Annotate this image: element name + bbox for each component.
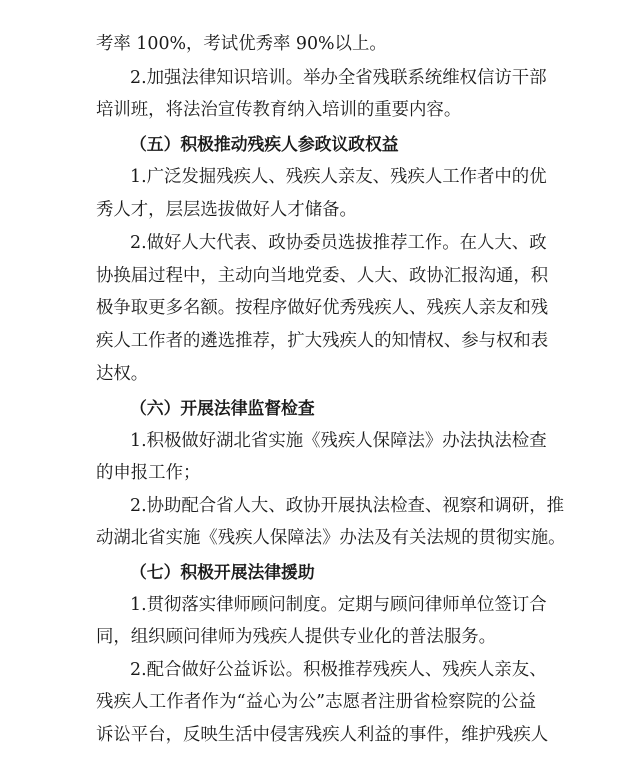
paragraph-line: 动湖北省实施《残疾人保障法》办法及有关法规的贯彻实施。 xyxy=(96,528,566,548)
paragraph-line: 1.贯彻落实律师顾问制度。定期与顾问律师单位签订合 xyxy=(130,595,547,615)
paragraph-line: 协换届过程中，主动向当地党委、人大、政协汇报沟通，积 xyxy=(96,266,549,286)
paragraph-line: 残疾人工作者作为“益心为公”志愿者注册省检察院的公益 xyxy=(96,692,536,712)
section-heading: （五）积极推动残疾人参政议政权益 xyxy=(130,134,399,154)
paragraph-line: 的申报工作； xyxy=(96,463,201,483)
section-heading: （七）积极开展法律援助 xyxy=(130,562,315,582)
paragraph-line: 1.广泛发掘残疾人、残疾人亲友、残疾人工作者中的优 xyxy=(130,167,547,187)
paragraph-line: 疾人工作者的遴选推荐，扩大残疾人的知情权、参与权和表 xyxy=(96,331,549,351)
paragraph-line: 秀人才，层层选拔做好人才储备。 xyxy=(96,200,357,220)
paragraph-line: 达权。 xyxy=(96,364,149,384)
paragraph-line: 2.做好人大代表、政协委员选拔推荐工作。在人大、政 xyxy=(130,233,547,253)
paragraph-line: 1.积极做好湖北省实施《残疾人保障法》办法执法检查 xyxy=(130,431,547,451)
paragraph-line: 2.配合做好公益诉讼。积极推荐残疾人、残疾人亲友、 xyxy=(130,660,547,680)
paragraph-line: 考率 100%，考试优秀率 90%以上。 xyxy=(96,34,387,54)
paragraph-line: 培训班，将法治宣传教育纳入培训的重要内容。 xyxy=(96,100,462,120)
paragraph-line: 2.协助配合省人大、政协开展执法检查、视察和调研，推 xyxy=(130,496,564,516)
paragraph-line: 同，组织顾问律师为残疾人提供专业化的普法服务。 xyxy=(96,627,496,647)
section-heading: （六）开展法律监督检查 xyxy=(130,398,315,418)
paragraph-line: 2.加强法律知识培训。举办全省残联系统维权信访干部 xyxy=(130,68,547,88)
paragraph-line: 极争取更多名额。按程序做好优秀残疾人、残疾人亲友和残 xyxy=(96,298,549,318)
paragraph-line: 诉讼平台，反映生活中侵害残疾人利益的事件，维护残疾人 xyxy=(96,725,549,745)
